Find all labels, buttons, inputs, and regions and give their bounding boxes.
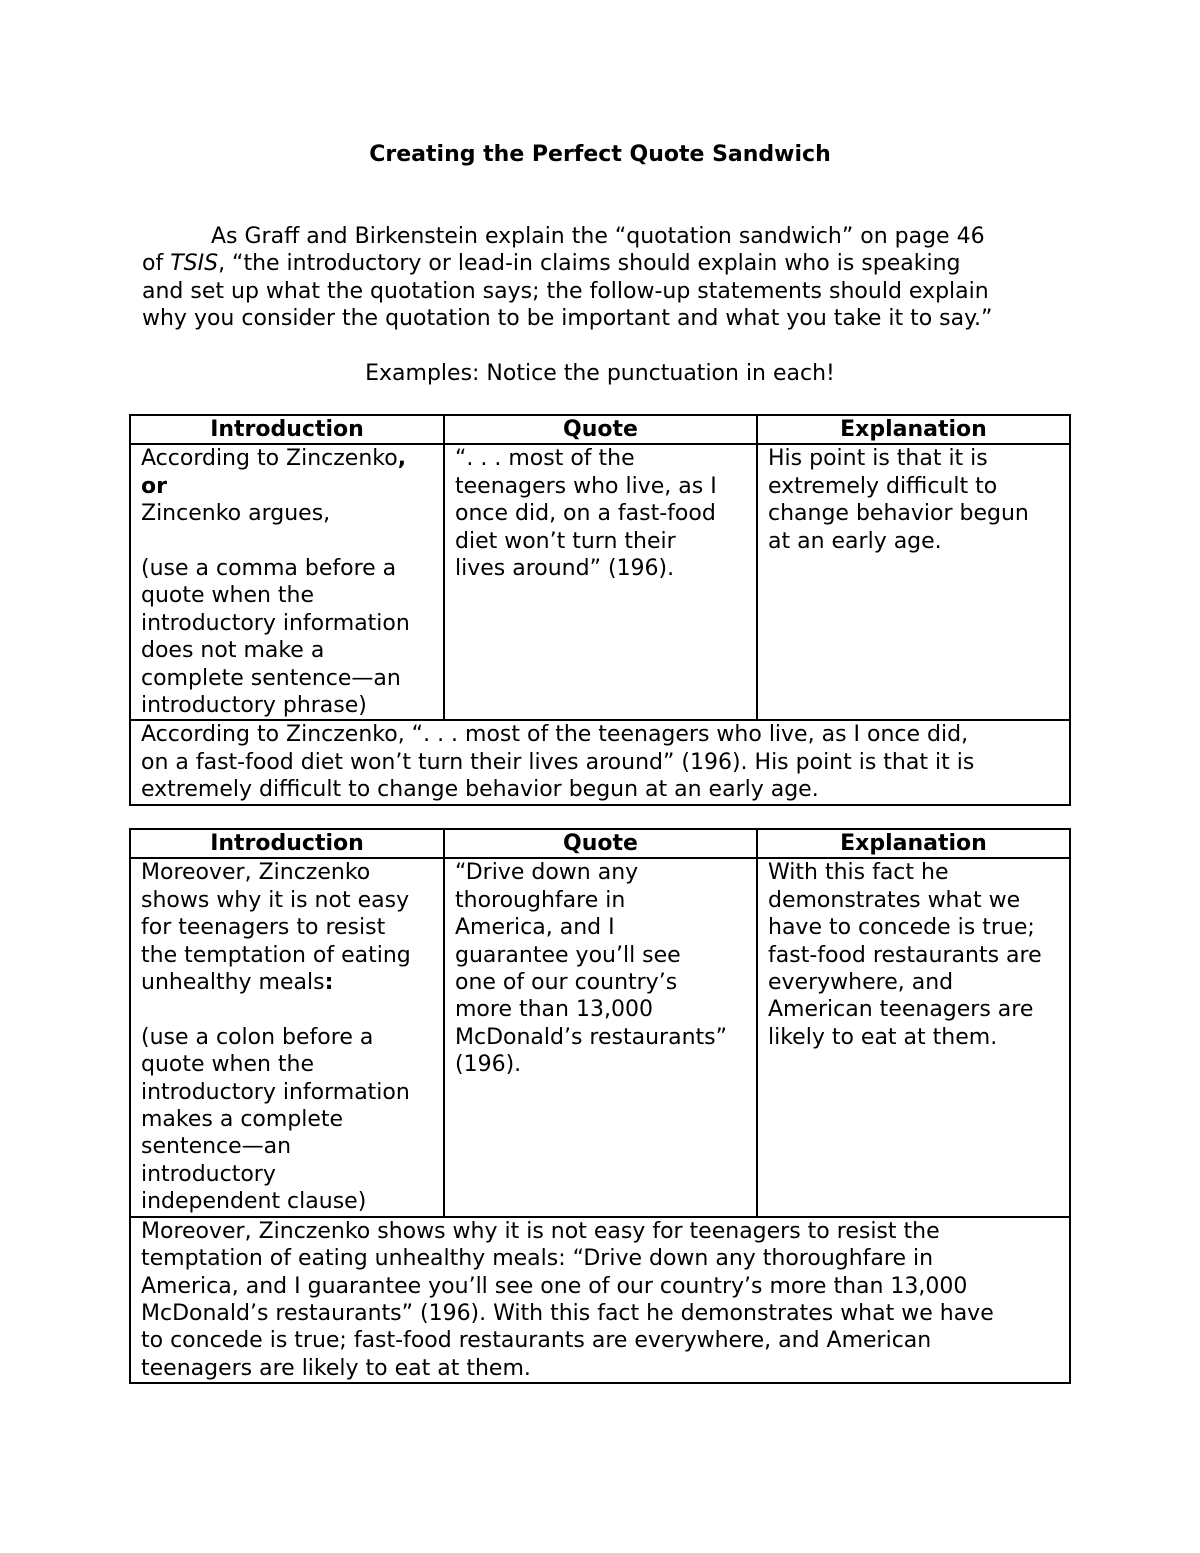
cell-line: teenagers who live, as I (455, 473, 717, 499)
cell-line (141, 969, 443, 996)
header-quote: Quote (444, 829, 757, 858)
header-introduction: Introduction (130, 415, 444, 444)
cell-line: fast-food restaurants are (768, 942, 1042, 968)
header-explanation: Explanation (757, 415, 1070, 444)
cell-line: America, and I guarantee you’ll see one of our country’s more than 13,000 (141, 1273, 968, 1299)
cell-line (141, 528, 443, 555)
quote-cell (444, 444, 757, 720)
cell-line: McDonald’s restaurants” (455, 1024, 727, 1050)
cell-line: Moreover, Zinczenko (141, 860, 371, 886)
cell-line: the temptation of eating (141, 942, 411, 968)
cell-line: does not make a (141, 638, 325, 664)
cell-line: makes a complete (141, 1107, 344, 1133)
cell-line: introductory information (141, 1079, 410, 1105)
cell-line: temptation of eating unhealthy meals: “Drive down any thoroughfare in (141, 1246, 934, 1272)
cell-text: unhealthy meals (141, 970, 325, 996)
bold-text: : (324, 970, 334, 996)
cell-line: demonstrates what we (768, 887, 1021, 913)
cell-line: guarantee you’ll see (455, 942, 681, 968)
header-explanation: Explanation (757, 829, 1070, 858)
cell-line: for teenagers to resist (141, 915, 386, 941)
combined-cell (130, 1217, 1070, 1383)
bold-text: , (397, 446, 407, 472)
explanation-cell (757, 858, 1070, 1216)
cell-line: introductory (141, 1161, 276, 1187)
cell-line: According to Zinczenko, “. . . most of the teenagers who live, as I once did, (141, 722, 969, 748)
examples-label: Examples: Notice the punctuation in each! (365, 361, 835, 386)
cell-line: likely to eat at them. (768, 1024, 998, 1050)
cell-line: more than 13,000 (455, 997, 653, 1023)
header-introduction: Introduction (130, 829, 444, 858)
cell-line: have to concede is true; (768, 915, 1035, 941)
cell-line: (196). (455, 1052, 522, 1078)
combined-row (130, 1217, 1070, 1383)
cell-line (141, 445, 443, 472)
paragraph-line: why you consider the quotation to be important and what you take it to say.” (142, 306, 993, 332)
header-row (130, 829, 1070, 858)
cell-line: teenagers are likely to eat at them. (141, 1355, 531, 1381)
cell-line: Moreover, Zinczenko shows why it is not easy for teenagers to resist the (141, 1218, 940, 1244)
cell-line: to concede is true; fast-food restaurants are everywhere, and American (141, 1328, 932, 1354)
combined-row (130, 720, 1070, 804)
cell-line: shows why it is not easy (141, 887, 410, 913)
bold-text: or (141, 473, 167, 499)
cell-line: introductory phrase) (141, 693, 367, 719)
cell-line: lives around” (196). (455, 556, 675, 582)
cell-line: at an early age. (768, 528, 942, 554)
cell-line: (use a colon before a (141, 1024, 374, 1050)
introduction-cell (130, 444, 444, 720)
quote-sandwich-table-1 (129, 414, 1071, 806)
paragraph-line: and set up what the quotation says; the follow-up statements should explain (142, 278, 989, 304)
intro-paragraph (142, 223, 1072, 333)
table-row (130, 444, 1070, 720)
cell-line: American teenagers are (768, 997, 1034, 1023)
cell-line: introductory information (141, 610, 410, 636)
cell-text: According to Zinczenko (141, 446, 398, 472)
header-quote: Quote (444, 415, 757, 444)
cell-line: one of our country’s (455, 970, 678, 996)
cell-line: Zincenko argues, (141, 501, 331, 527)
cell-line: once did, on a fast-food (455, 501, 716, 527)
table-row (130, 858, 1070, 1216)
cell-line: quote when the (141, 1052, 315, 1078)
paragraph-line (142, 250, 1072, 277)
cell-line: independent clause) (141, 1189, 367, 1215)
cell-line: “Drive down any (455, 860, 639, 886)
cell-line: diet won’t turn their (455, 528, 676, 554)
cell-line: extremely difficult to (768, 473, 998, 499)
cell-line: everywhere, and (768, 970, 954, 996)
cell-line: quote when the (141, 583, 315, 609)
cell-line: With this fact he (768, 860, 949, 886)
document-title: Creating the Perfect Quote Sandwich (369, 142, 831, 167)
cell-line: on a fast-food diet won’t turn their lives around” (196). His point is that it is (141, 749, 975, 775)
cell-line: extremely difficult to change behavior begun at an early age. (141, 777, 819, 803)
cell-line: “. . . most of the (455, 446, 635, 472)
cell-line: McDonald’s restaurants” (196). With this fact he demonstrates what we have (141, 1300, 994, 1326)
paragraph-text: of (142, 251, 171, 277)
cell-line: (use a comma before a (141, 556, 397, 582)
quote-sandwich-table-2 (129, 828, 1071, 1384)
cell-line (141, 473, 443, 500)
cell-line: complete sentence—an (141, 665, 401, 691)
combined-cell (130, 720, 1070, 804)
quote-cell (444, 858, 757, 1216)
paragraph-line: As Graff and Birkenstein explain the “quotation sandwich” on page 46 (211, 224, 985, 249)
cell-line: sentence—an (141, 1134, 292, 1160)
explanation-cell (757, 444, 1070, 720)
cell-line: thoroughfare in (455, 887, 626, 913)
cell-line: change behavior begun (768, 501, 1029, 527)
introduction-cell (130, 858, 444, 1216)
paragraph-text: , “the introductory or lead-in claims should explain who is speaking (218, 251, 961, 277)
book-title-italic: TSIS (170, 251, 219, 277)
header-row (130, 415, 1070, 444)
cell-line: America, and I (455, 915, 615, 941)
cell-line: His point is that it is (768, 446, 988, 472)
cell-line (141, 996, 443, 1023)
